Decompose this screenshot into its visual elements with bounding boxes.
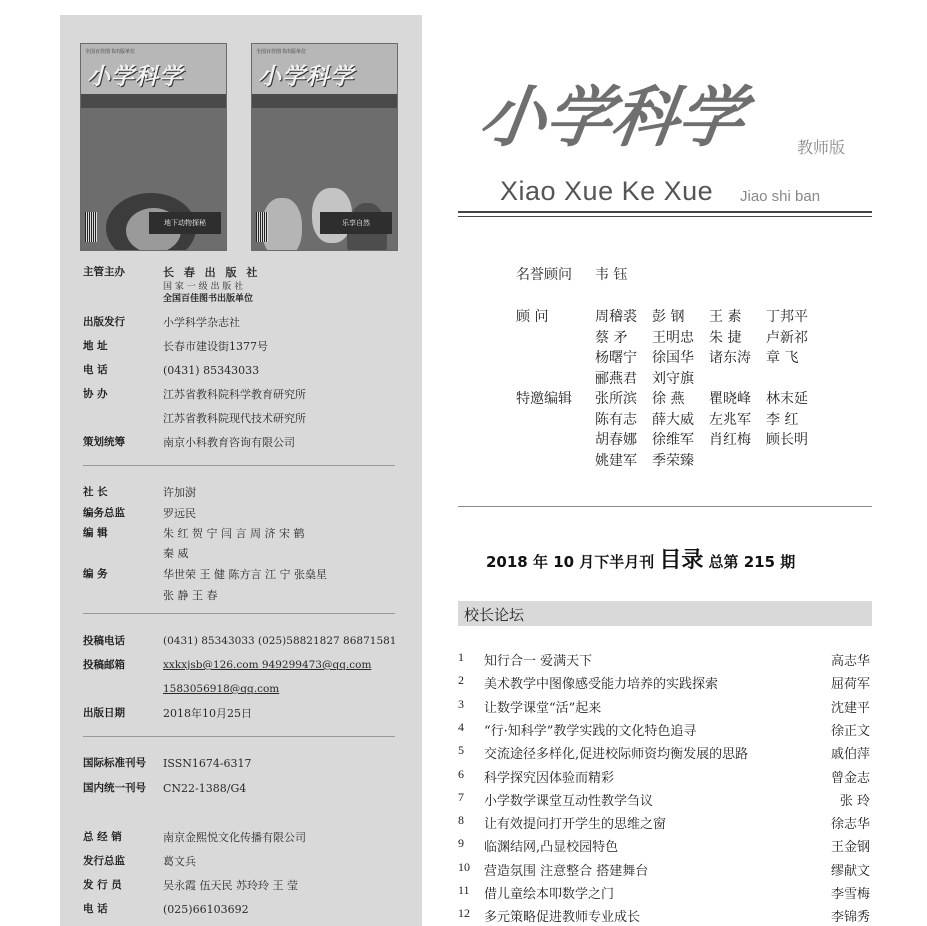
board-name: 胡春娜: [595, 432, 637, 448]
toc-entry-number: 7: [458, 789, 464, 804]
toc-entry[interactable]: [458, 743, 872, 765]
toc-entry-author: 张 玲: [839, 793, 870, 809]
board-name: 郦燕君: [595, 370, 637, 387]
cover-topline: 全国百佳图书出版单位: [256, 49, 307, 55]
board-name: 蔡 矛: [595, 329, 628, 346]
imprint-value: 江苏省教科院现代技术研究所: [163, 412, 306, 425]
imprint-value: 国 家 一 级 出 版 社: [163, 282, 244, 292]
board-label-honorary: 名誉顾问: [516, 267, 572, 283]
imprint-label: 出版日期: [83, 707, 125, 719]
toc-entry-number: 12: [458, 906, 470, 921]
toc-entry[interactable]: [458, 767, 872, 789]
board-label-advisors: 顾 问: [516, 309, 549, 325]
cover-caption: 地下动物探秘: [149, 212, 221, 234]
imprint-value: 长 春 出 版 社: [163, 266, 261, 279]
section-header: [458, 601, 872, 626]
imprint-value: 长春市建设街1377号: [163, 340, 268, 353]
board-name: 瞿晓峰: [709, 391, 751, 407]
board-name: 周稽裘: [595, 309, 637, 325]
toc-entry[interactable]: [458, 790, 872, 812]
imprint-label: 电 话: [83, 364, 108, 376]
imprint-value: 许加澍: [163, 486, 196, 499]
magazine-cover-1[interactable]: [80, 43, 227, 251]
board-name: 徐国华: [652, 350, 694, 366]
divider: [83, 736, 395, 737]
board-name: 徐 燕: [652, 391, 685, 407]
toc-entry-title[interactable]: 让有效提问打开学生的思维之窗: [484, 817, 667, 833]
toc-entry-title[interactable]: 美术教学中图像感受能力培养的实践探索: [484, 677, 719, 693]
toc-entry[interactable]: [458, 673, 872, 695]
toc-entry-number: 11: [458, 883, 470, 897]
toc-entry-number: 1: [458, 650, 464, 664]
issue-total: 总第 215 期: [708, 553, 796, 571]
board-name: 薛大威: [652, 411, 694, 428]
imprint-label: 发行总监: [83, 855, 125, 867]
imprint-label: 地 址: [83, 340, 108, 352]
masthead-edition: 教师版: [797, 138, 846, 157]
toc-entry-title[interactable]: 科学探究因体验而精彩: [484, 770, 615, 786]
board-name: 卢新祁: [766, 329, 808, 346]
imprint-label: 投稿邮箱: [83, 659, 125, 671]
toc-entry-number: 5: [458, 743, 464, 758]
imprint-value: 2018年10月25日: [163, 707, 252, 720]
cover-topline: 全国百佳图书出版单位: [85, 49, 136, 55]
board-name: 杨曙宁: [595, 350, 637, 366]
toc-entry-author: 高志华: [830, 654, 870, 669]
contact-email[interactable]: 1583056918@qq.com: [163, 683, 280, 695]
imprint-value: 朱 红 贺 宁 闫 言 周 济 宋 鹤: [163, 527, 305, 540]
board-name: 丁邦平: [766, 309, 808, 325]
masthead-pinyin: Xiao Xue Ke Xue: [500, 176, 714, 206]
toc-entry-author: 徐志华: [830, 817, 870, 833]
imprint-label: 国际标准刊号: [83, 757, 146, 769]
imprint-label: 编务总监: [83, 507, 125, 519]
board-name: 王 素: [709, 309, 742, 325]
toc-entry-author: 徐正文: [830, 723, 870, 739]
board-name: 刘守旗: [652, 370, 694, 387]
imprint-value: ISSN1674-6317: [163, 757, 252, 770]
masthead-title: 小学科学: [474, 79, 750, 156]
cover-strip: [81, 94, 226, 108]
toc-entry-title[interactable]: 多元策略促进教师专业成长: [484, 910, 641, 926]
toc-entry-author: 王金钢: [830, 840, 870, 856]
imprint-value: CN22-1388/G4: [163, 782, 247, 795]
toc-entry-number: 6: [458, 766, 464, 781]
imprint-value: 江苏省教科院科学教育研究所: [163, 388, 306, 401]
imprint-label: 电 话: [83, 903, 108, 915]
toc-entry[interactable]: [458, 813, 872, 835]
imprint-value: 秦 威: [163, 547, 189, 560]
board-name: 李 红: [766, 411, 799, 428]
toc-entry-author: 李锦秀: [830, 910, 870, 926]
board-name: 王明忠: [652, 329, 694, 346]
toc-entry-title[interactable]: 营造氛围 注意整合 搭建舞台: [484, 863, 649, 879]
toc-entry-author: 戚伯萍: [830, 747, 870, 763]
imprint-value: 全国百佳图书出版单位: [163, 294, 254, 304]
toc-entry-title[interactable]: 借儿童绘本叩数学之门: [484, 887, 615, 902]
contact-email[interactable]: xxkxjsb@126.com 949299473@qq.com: [163, 659, 372, 671]
child-figure: [262, 198, 302, 251]
imprint-value: 葛文兵: [163, 855, 196, 868]
toc-entry[interactable]: [458, 883, 872, 905]
imprint-value: 小学科学杂志社: [163, 316, 240, 329]
board-label-special-editors: 特邀编辑: [516, 391, 572, 407]
section-title: 校长论坛: [464, 606, 525, 624]
imprint-label: 协 办: [83, 388, 108, 400]
imprint-value: 张 静 王 春: [163, 589, 218, 602]
board-name: 林末延: [766, 391, 808, 407]
toc-entry-title[interactable]: 临渊结网,凸显校园特色: [484, 840, 619, 856]
toc-entry-title[interactable]: 让数学课堂“活”起来: [484, 700, 602, 716]
cover-strip: [252, 94, 397, 108]
board-name: 朱 捷: [709, 329, 742, 346]
cover-masthead: 小学科学: [258, 64, 354, 90]
imprint-value: (0431) 85343033: [163, 364, 260, 377]
toc-entry-number: 9: [458, 836, 464, 851]
toc-entry[interactable]: [458, 650, 872, 672]
board-name: 诸东涛: [709, 350, 751, 366]
masthead-rule: [458, 216, 872, 217]
imprint-panel: [60, 15, 422, 926]
toc-entry-number: 3: [458, 696, 464, 711]
toc-entry-title[interactable]: “行·知科学”教学实践的文化特色追寻: [484, 723, 697, 739]
toc-entry-title[interactable]: 交流途径多样化,促进校际师资均衡发展的思路: [484, 747, 749, 763]
toc-entry-title[interactable]: 知行合一 爱满天下: [484, 654, 593, 669]
imprint-label: 编 辑: [83, 527, 108, 539]
masthead-rule: [458, 211, 872, 213]
board-name: 肖红梅: [709, 432, 751, 448]
toc-entry-author: 李雪梅: [830, 887, 870, 902]
toc-entry-number: 4: [458, 719, 464, 734]
board-name: 姚建军: [595, 452, 637, 469]
imprint-label: 国内统一刊号: [83, 782, 146, 794]
imprint-value: (025)66103692: [163, 903, 249, 916]
board-name: 张所滨: [595, 391, 637, 407]
toc-entry-author: 沈建平: [830, 700, 870, 716]
imprint-label: 投稿电话: [83, 635, 125, 647]
board-name: 章 飞: [766, 350, 799, 366]
divider: [83, 613, 395, 614]
cover-caption: 乐享自然: [320, 212, 392, 234]
masthead-pinyin-edition: Jiao shi ban: [740, 188, 821, 205]
toc-entry-title[interactable]: 小学数学课堂互动性教学刍议: [484, 793, 654, 809]
toc-entry[interactable]: [458, 836, 872, 858]
imprint-value: 罗远民: [163, 507, 196, 520]
barcode-icon: [256, 212, 268, 242]
toc-entry-author: 缪献文: [830, 863, 870, 879]
imprint-label: 编 务: [83, 568, 108, 580]
board-name: 彭 钢: [652, 309, 685, 325]
imprint-value: 华世荣 王 健 陈方言 江 宁 张燊星: [163, 568, 327, 581]
barcode-icon: [85, 212, 97, 242]
cover-masthead: 小学科学: [87, 64, 183, 90]
imprint-label: 发 行 员: [83, 879, 122, 891]
imprint-value: 南京金熙悦文化传播有限公司: [163, 831, 306, 844]
imprint-value: 吴永霞 伍天民 苏玲玲 王 莹: [163, 879, 298, 892]
toc-entry[interactable]: [458, 697, 872, 719]
imprint-label: 总 经 销: [83, 831, 122, 843]
board-name: 季荣臻: [652, 452, 694, 469]
toc-entry[interactable]: [458, 720, 872, 742]
toc-entry-number: 8: [458, 813, 464, 828]
board-name: 左兆军: [709, 411, 751, 428]
toc-entry-author: 屈荷军: [830, 677, 870, 693]
toc-entry-number: 10: [458, 859, 470, 874]
board-name: 顾长明: [766, 432, 808, 448]
magazine-cover-2[interactable]: [251, 43, 398, 251]
toc-entry[interactable]: [458, 906, 872, 926]
issue-heading: [486, 543, 795, 574]
toc-heading: 目录: [659, 548, 704, 573]
imprint-label: 出版发行: [83, 316, 125, 328]
board-name: 徐维军: [652, 432, 694, 448]
imprint-label: 主管主办: [83, 266, 125, 278]
divider: [83, 465, 395, 466]
board-name: 韦 钰: [595, 267, 628, 283]
toc-entry-number: 2: [458, 673, 464, 688]
issue-date: 2018 年 10 月下半月刊: [486, 553, 655, 571]
toc-entry[interactable]: [458, 860, 872, 882]
toc-entry-author: 曾金志: [830, 770, 870, 786]
imprint-label: 策划统筹: [83, 436, 125, 448]
divider: [458, 506, 872, 507]
imprint-value: (0431) 85343033 (025)58821827 86871581: [163, 635, 397, 647]
board-name: 陈有志: [595, 411, 637, 428]
imprint-value: 南京小科教育咨询有限公司: [163, 436, 295, 449]
imprint-label: 社 长: [83, 486, 108, 498]
